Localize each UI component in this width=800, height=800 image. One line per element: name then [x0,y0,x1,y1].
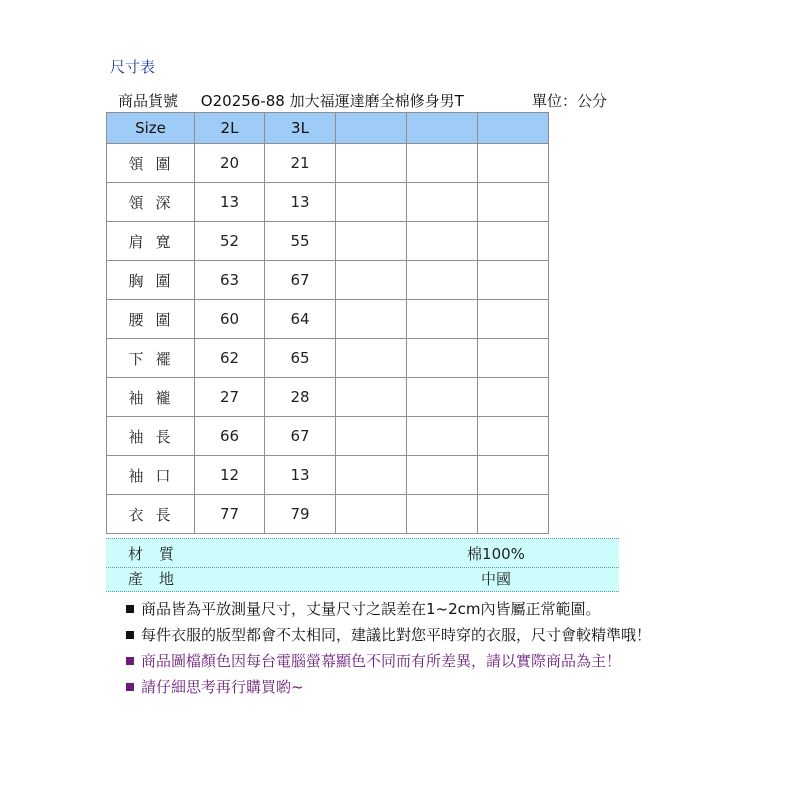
measure-value: 12 [195,456,265,495]
size-table [106,112,549,534]
measure-label: 領深 [107,183,195,222]
measure-value [478,339,549,378]
measure-value [336,495,407,534]
product-code-name: O20256-88 加大福運達磨全棉修身男T [200,92,464,110]
origin-key: 產地 [128,570,191,588]
measure-value [336,183,407,222]
measure-value: 67 [265,261,336,300]
table-row [107,183,549,222]
note-item [126,624,651,650]
table-row [107,261,549,300]
measure-value: 55 [265,222,336,261]
product-code-label: 商品貨號 [118,92,179,110]
table-row [107,300,549,339]
measure-value: 21 [265,144,336,183]
header-empty [478,113,549,144]
measure-value: 63 [195,261,265,300]
notes-list [126,598,651,702]
measure-value [336,417,407,456]
measure-label: 袖口 [107,456,195,495]
measure-value [478,144,549,183]
note-text: 商品圖檔顏色因每台電腦螢幕顯色不同而有所差異，請以實際商品為主！ [141,652,622,670]
measure-label: 袖長 [107,417,195,456]
note-text: 商品皆為平放測量尺寸，丈量尺寸之誤差在1~2cm內皆屬正常範圍。 [141,600,601,618]
square-bullet-icon [126,631,134,639]
measure-label: 胸圍 [107,261,195,300]
header-3l: 3L [265,113,336,144]
measure-value [478,183,549,222]
measure-value [478,495,549,534]
measure-value [407,456,478,495]
size-table-body [107,144,549,534]
measure-value [478,456,549,495]
table-row [107,378,549,417]
measure-value: 13 [195,183,265,222]
measure-value: 27 [195,378,265,417]
measure-value [407,183,478,222]
measure-value [407,339,478,378]
measure-label: 袖襱 [107,378,195,417]
measure-value [336,300,407,339]
measure-value: 60 [195,300,265,339]
measure-label: 下襬 [107,339,195,378]
header-size: Size [107,113,195,144]
measure-value: 62 [195,339,265,378]
measure-value [478,417,549,456]
measure-value [336,222,407,261]
measure-value: 67 [265,417,336,456]
material-value: 棉100% [467,545,525,563]
measure-value: 79 [265,495,336,534]
measure-value [407,417,478,456]
measure-value [336,144,407,183]
measure-value [336,339,407,378]
note-item [126,650,651,676]
measure-value: 20 [195,144,265,183]
measure-value [407,300,478,339]
measure-value [336,378,407,417]
size-header-row [107,113,549,144]
header-2l: 2L [195,113,265,144]
measure-label: 衣長 [107,495,195,534]
measure-value [478,300,549,339]
square-bullet-icon [126,657,134,665]
measure-label: 腰圍 [107,300,195,339]
note-item [126,676,651,702]
page-title: 尺寸表 [110,58,156,76]
measure-value [407,144,478,183]
measure-value [407,378,478,417]
unit-label: 單位：公分 [532,92,608,110]
product-info [118,90,608,111]
table-row [107,417,549,456]
measure-label: 肩寬 [107,222,195,261]
measure-value [407,495,478,534]
origin-row [106,567,619,590]
measure-value [336,261,407,300]
measure-label: 領圍 [107,144,195,183]
origin-value: 中國 [480,570,511,588]
measure-value [478,378,549,417]
measure-value: 65 [265,339,336,378]
table-row [107,144,549,183]
table-row [107,495,549,534]
table-row [107,339,549,378]
measure-value: 28 [265,378,336,417]
note-text: 請仔細思考再行購買喲~ [141,678,304,696]
material-key: 材質 [128,545,191,563]
material-box [106,538,619,592]
measure-value: 64 [265,300,336,339]
table-row [107,456,549,495]
header-empty [336,113,407,144]
measure-value [478,222,549,261]
measure-value [478,261,549,300]
measure-value [407,222,478,261]
note-item [126,598,651,624]
material-row [106,543,619,565]
measure-value [407,261,478,300]
square-bullet-icon [126,683,134,691]
table-row [107,222,549,261]
measure-value: 52 [195,222,265,261]
square-bullet-icon [126,605,134,613]
measure-value: 77 [195,495,265,534]
measure-value [336,456,407,495]
measure-value: 13 [265,456,336,495]
measure-value: 13 [265,183,336,222]
measure-value: 66 [195,417,265,456]
note-text: 每件衣服的版型都會不太相同，建議比對您平時穿的衣服，尺寸會較精準哦！ [141,626,652,644]
header-empty [407,113,478,144]
